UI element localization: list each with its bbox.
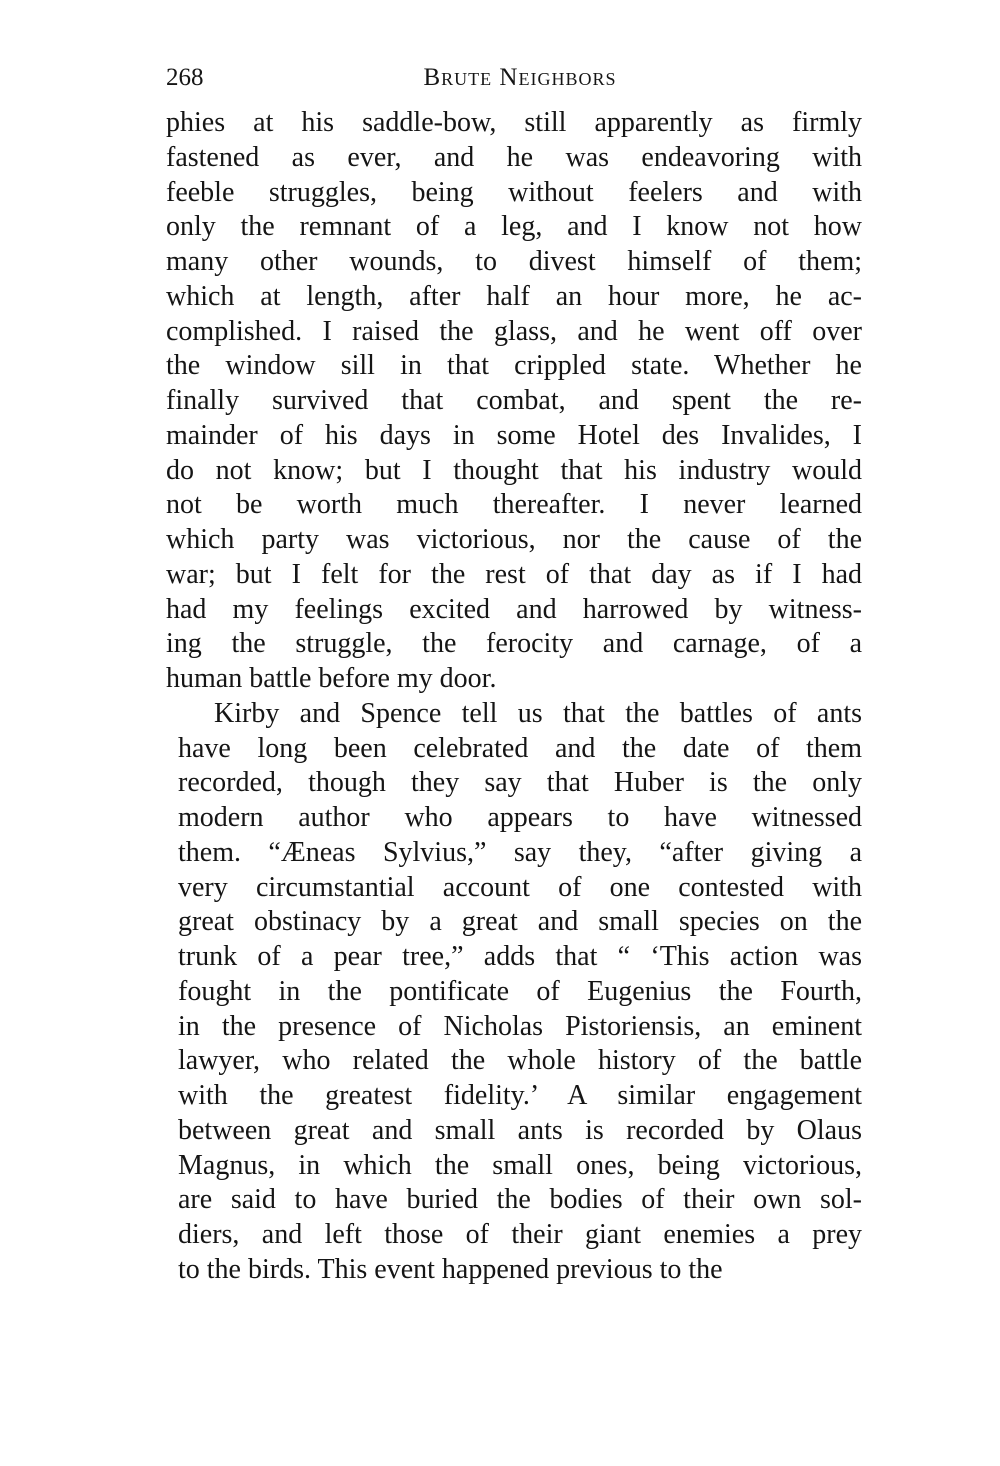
- paragraph-1: [166, 106, 862, 697]
- text-line: which party was victorious, nor the cause of the: [166, 524, 862, 555]
- text-line: do not know; but I thought that his industry would: [166, 454, 862, 486]
- text-line: between great and small ants is recorded by Olaus: [178, 1114, 862, 1146]
- text-line: trunk of a pear tree,” adds that “ ‘This action was: [178, 941, 862, 972]
- text-line: fought in the pontificate of Eugenius the Fourth,: [178, 975, 862, 1007]
- text-line: many other wounds, to divest himself of them;: [166, 246, 862, 277]
- text-line: had my feelings excited and harrowed by witness-: [166, 593, 862, 625]
- text-line: Kirby and Spence tell us that the battles of ants: [214, 697, 862, 729]
- text-line: not be worth much thereafter. I never learned: [166, 489, 862, 521]
- paragraph-2: [178, 697, 862, 1288]
- text-line: only the remnant of a leg, and I know not how: [166, 211, 862, 243]
- text-line: with the greatest fidelity.’ A similar engagement: [178, 1080, 862, 1111]
- text-line: fastened as ever, and he was endeavoring with: [166, 141, 862, 173]
- page-number: 268: [166, 64, 204, 91]
- text-line: war; but I felt for the rest of that day as if I had: [166, 558, 862, 590]
- text-line: Magnus, in which the small ones, being victorious,: [178, 1149, 862, 1181]
- text-line: lawyer, who related the whole history of the battle: [178, 1045, 862, 1077]
- text-line: complished. I raised the glass, and he went off over: [166, 315, 862, 347]
- text-line: modern author who appears to have witnessed: [178, 802, 862, 833]
- text-line: recorded, though they say that Huber is the only: [178, 767, 862, 799]
- text-line: ing the struggle, the ferocity and carnage, of a: [166, 628, 862, 660]
- page-header: [166, 60, 862, 96]
- text-line: phies at his saddle-bow, still apparently as firmly: [166, 107, 862, 138]
- running-head: Brute Neighbors: [423, 64, 617, 91]
- text-line: mainder of his days in some Hotel des Invalides, I: [166, 419, 862, 451]
- text-line: finally survived that combat, and spent the re-: [166, 385, 862, 416]
- text-line: feeble struggles, being without feelers and with: [166, 176, 862, 208]
- text-line: which at length, after half an hour more, he ac-: [166, 280, 862, 312]
- text-line: have long been celebrated and the date of them: [178, 732, 862, 764]
- text-line: the window sill in that crippled state. Whether he: [166, 350, 862, 382]
- text-line: great obstinacy by a great and small species on the: [178, 906, 862, 938]
- text-line: human battle before my door.: [166, 663, 497, 694]
- text-line: them. “Æneas Sylvius,” say they, “after giving a: [178, 836, 862, 868]
- text-line: very circumstantial account of one contested with: [178, 871, 862, 903]
- text-line: are said to have buried the bodies of their own sol-: [178, 1184, 862, 1216]
- body-text: [166, 106, 862, 1288]
- text-line: to the birds. This event happened previous to the: [178, 1253, 723, 1285]
- text-line: in the presence of Nicholas Pistoriensis, an eminent: [178, 1010, 862, 1042]
- text-line: diers, and left those of their giant enemies a prey: [178, 1219, 862, 1250]
